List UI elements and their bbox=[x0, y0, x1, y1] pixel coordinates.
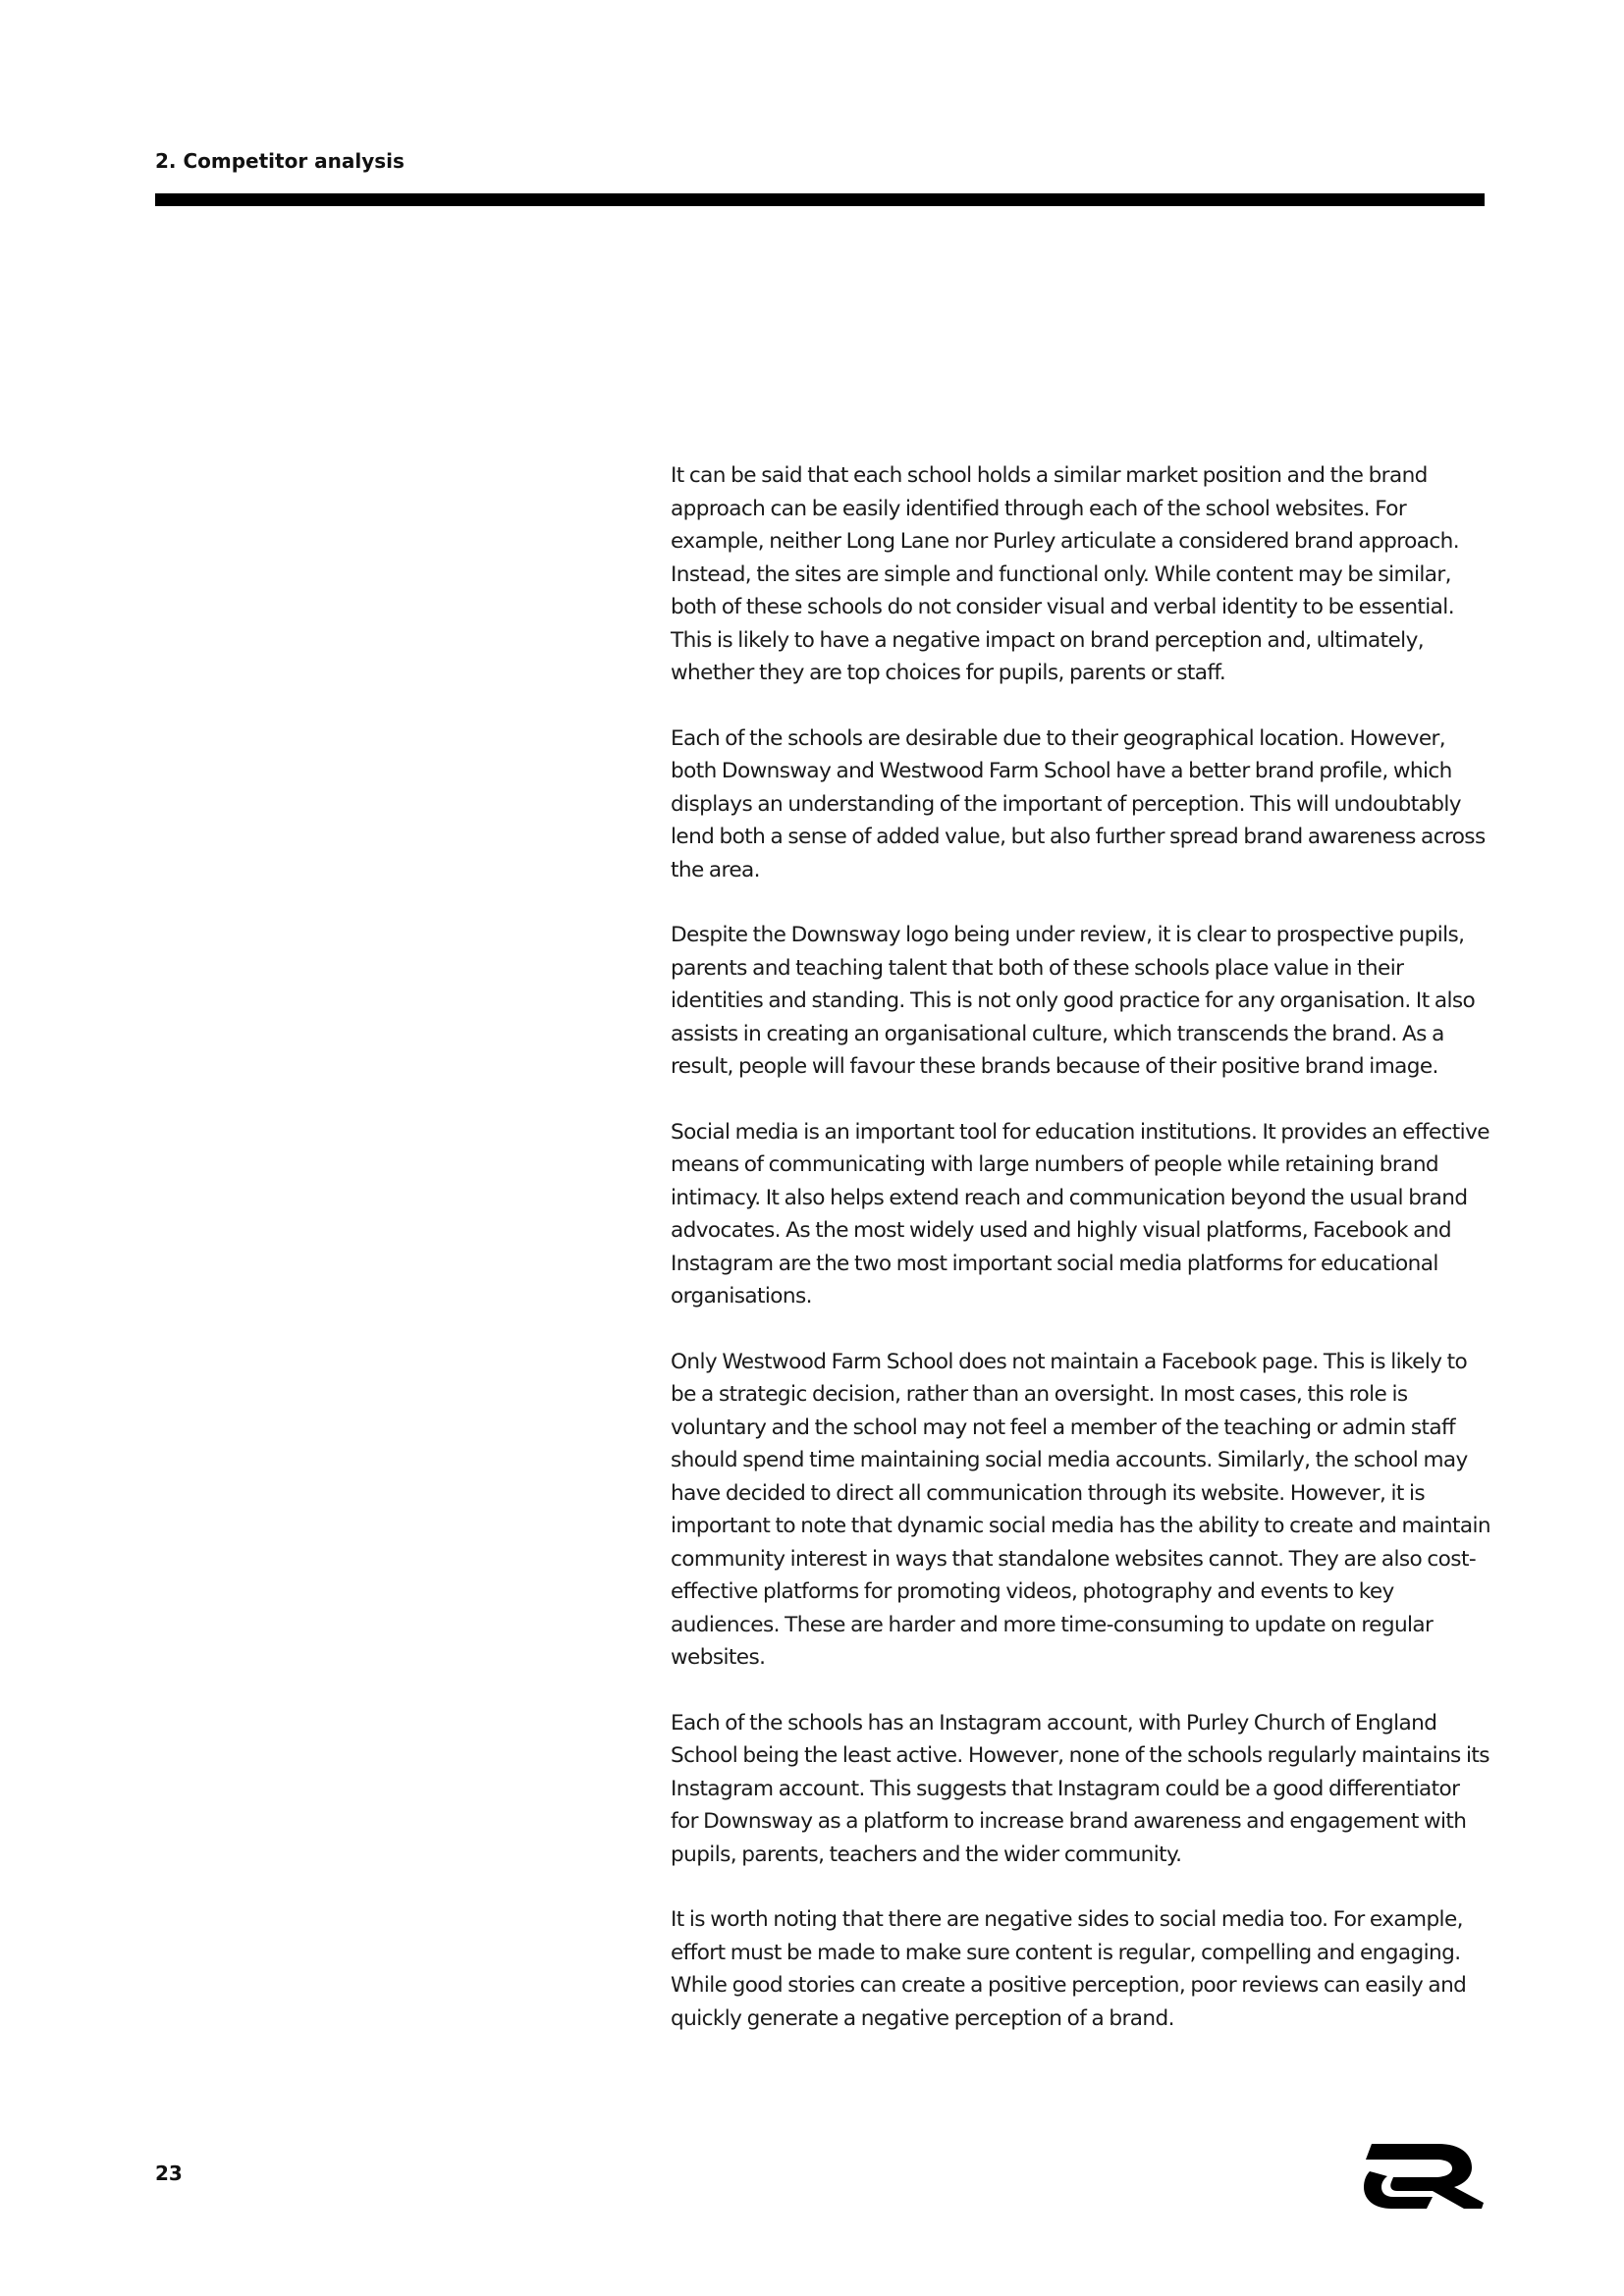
body-paragraph: Only Westwood Farm School does not maintain a Facebook page. This is likely to be a strategic decision, rather than an oversight. In most cases, this role is voluntary and the school may not feel a member of the teaching or admin staff should spend time maintaining social media accounts. Similarly, the school may have decided to direct all communication through its website. However, it is important to note that dynamic social media has the ability to create and maintain community interest in ways that standalone websites cannot. They are also cost-effective platforms for promoting videos, photography and events to key audiences. These are harder and more time-consuming to update on regular websites. bbox=[671, 1349, 1491, 1670]
body-paragraph: Each of the schools has an Instagram account, with Purley Church of England School being the least active. However, none of the schools regularly maintains its Instagram account. This suggests that Instagram could be a good differentiator for Downsway as a platform to increase brand awareness and engagement with pupils, parents, teachers and the wider community. bbox=[671, 1710, 1489, 1867]
body-paragraph: It is worth noting that there are negative sides to social media too. For example, effort must be made to make sure content is regular, compelling and engaging. While good stories can create a positive perception, poor reviews can easily and quickly generate a negative perception of a brand. bbox=[671, 1907, 1467, 2031]
body-paragraph: Despite the Downsway logo being under review, it is clear to prospective pupils, parents and teaching talent that both of these schools place value in their identities and standing. This is not only good practice for any organisation. It also assists in creating an organisational culture, which transcends the brand. As a result, people will favour these brands because of their positive brand image. bbox=[671, 923, 1476, 1079]
section-title: 2. Competitor analysis bbox=[155, 149, 405, 173]
header-divider bbox=[155, 193, 1485, 206]
body-paragraph: It can be said that each school holds a similar market position and the brand approach can be easily identified through each of the school websites. For example, neither Long Lane nor Purley articulate a considered brand approach. Instead, the sites are simple and functional only. While content may be similar, both of these schools do not consider visual and verbal identity to be essential. This is likely to have a negative impact on brand perception and, ultimately, whether they are top choices for pupils, parents or staff. bbox=[671, 463, 1459, 685]
brand-logo-icon bbox=[1362, 2142, 1488, 2211]
body-paragraph: Social media is an important tool for education institutions. It provides an effective means of communicating with large numbers of people while retaining brand intimacy. It also helps extend reach and communication beyond the usual brand advocates. As the most widely used and highly visual platforms, Facebook and Instagram are the two most important social media platforms for educational organisations. bbox=[671, 1119, 1489, 1308]
page-number: 23 bbox=[155, 2162, 183, 2185]
body-text-column bbox=[671, 459, 1490, 2067]
body-paragraph: Each of the schools are desirable due to their geographical location. However, both Downsway and Westwood Farm School have a better brand profile, which displays an understanding of the important of perception. This will undoubtably lend both a sense of added value, but also further spread brand awareness across the area. bbox=[671, 725, 1486, 882]
